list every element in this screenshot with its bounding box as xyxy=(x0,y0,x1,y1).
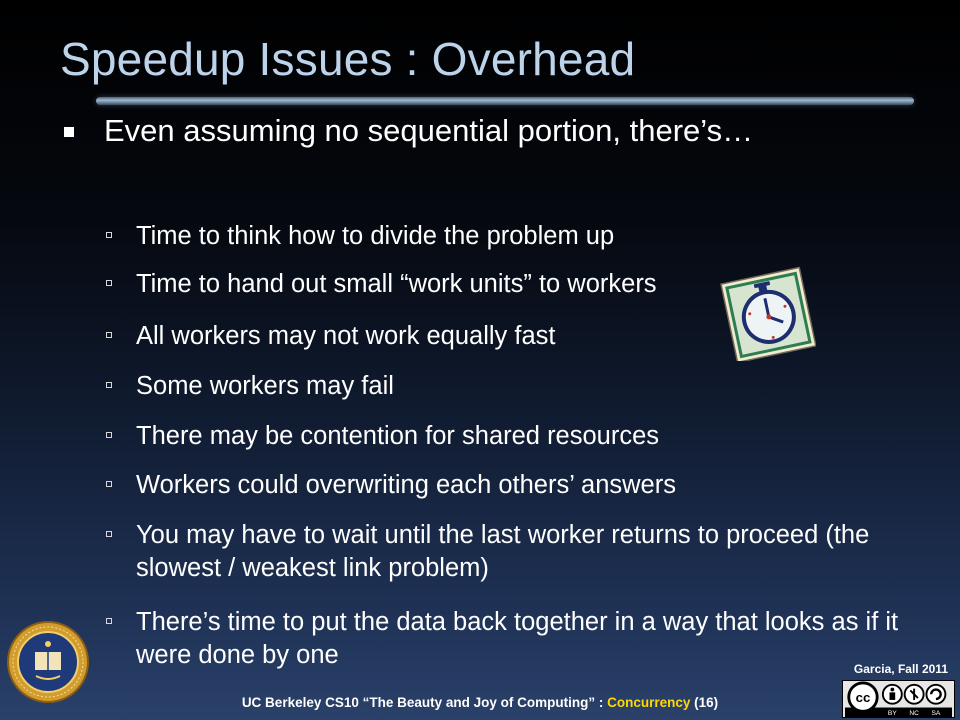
square-bullet-icon xyxy=(64,127,74,137)
hollow-square-bullet-icon xyxy=(106,531,112,537)
footer xyxy=(0,695,960,710)
main-bullet xyxy=(64,111,884,151)
main-bullet-text: Even assuming no sequential portion, there’s… xyxy=(104,113,754,148)
sub-bullet xyxy=(104,469,924,502)
sub-bullet-text: You may have to wait until the last worker returns to proceed (the slowest / weakest link problem) xyxy=(136,521,870,582)
footer-course: UC Berkeley CS10 “The Beauty and Joy of Computing” : xyxy=(241,695,608,710)
hollow-square-bullet-icon xyxy=(106,382,112,388)
sub-bullet xyxy=(104,606,924,672)
sub-bullet-text: There’s time to put the data back together in a way that looks as if it were done by one xyxy=(136,608,899,669)
hollow-square-bullet-icon xyxy=(106,481,112,487)
sub-bullet-text: Workers could overwriting each others’ answers xyxy=(136,471,676,499)
hollow-square-bullet-icon xyxy=(106,280,112,286)
sub-bullet-text: All workers may not work equally fast xyxy=(136,322,556,350)
sub-bullet xyxy=(104,220,924,253)
slide-title: Speedup Issues : Overhead xyxy=(60,33,636,85)
uc-seal-logo xyxy=(6,620,90,704)
cc-by-nc-sa-badge xyxy=(842,680,955,718)
footer-slide-number: (16) xyxy=(690,695,719,710)
stopwatch-icon xyxy=(720,265,816,361)
author-credit: Garcia, Fall 2011 xyxy=(853,662,948,676)
hollow-square-bullet-icon xyxy=(106,432,112,438)
sub-bullet-text: There may be contention for shared resources xyxy=(136,422,660,450)
svg-text:SA: SA xyxy=(931,710,941,718)
hollow-square-bullet-icon xyxy=(106,232,112,238)
hollow-square-bullet-icon xyxy=(106,332,112,338)
sub-bullet xyxy=(104,370,924,403)
sub-bullet-text: Time to think how to divide the problem up xyxy=(136,222,615,250)
sub-bullet xyxy=(104,519,924,585)
svg-text:cc: cc xyxy=(855,689,871,705)
svg-text:NC: NC xyxy=(909,710,919,718)
sub-bullet-text: Time to hand out small “work units” to workers xyxy=(136,270,657,298)
hollow-square-bullet-icon xyxy=(106,618,112,624)
footer-topic: Concurrency xyxy=(607,695,691,710)
svg-text:BY: BY xyxy=(887,710,897,718)
sub-bullet-text: Some workers may fail xyxy=(136,372,394,400)
sub-bullet xyxy=(104,420,924,453)
